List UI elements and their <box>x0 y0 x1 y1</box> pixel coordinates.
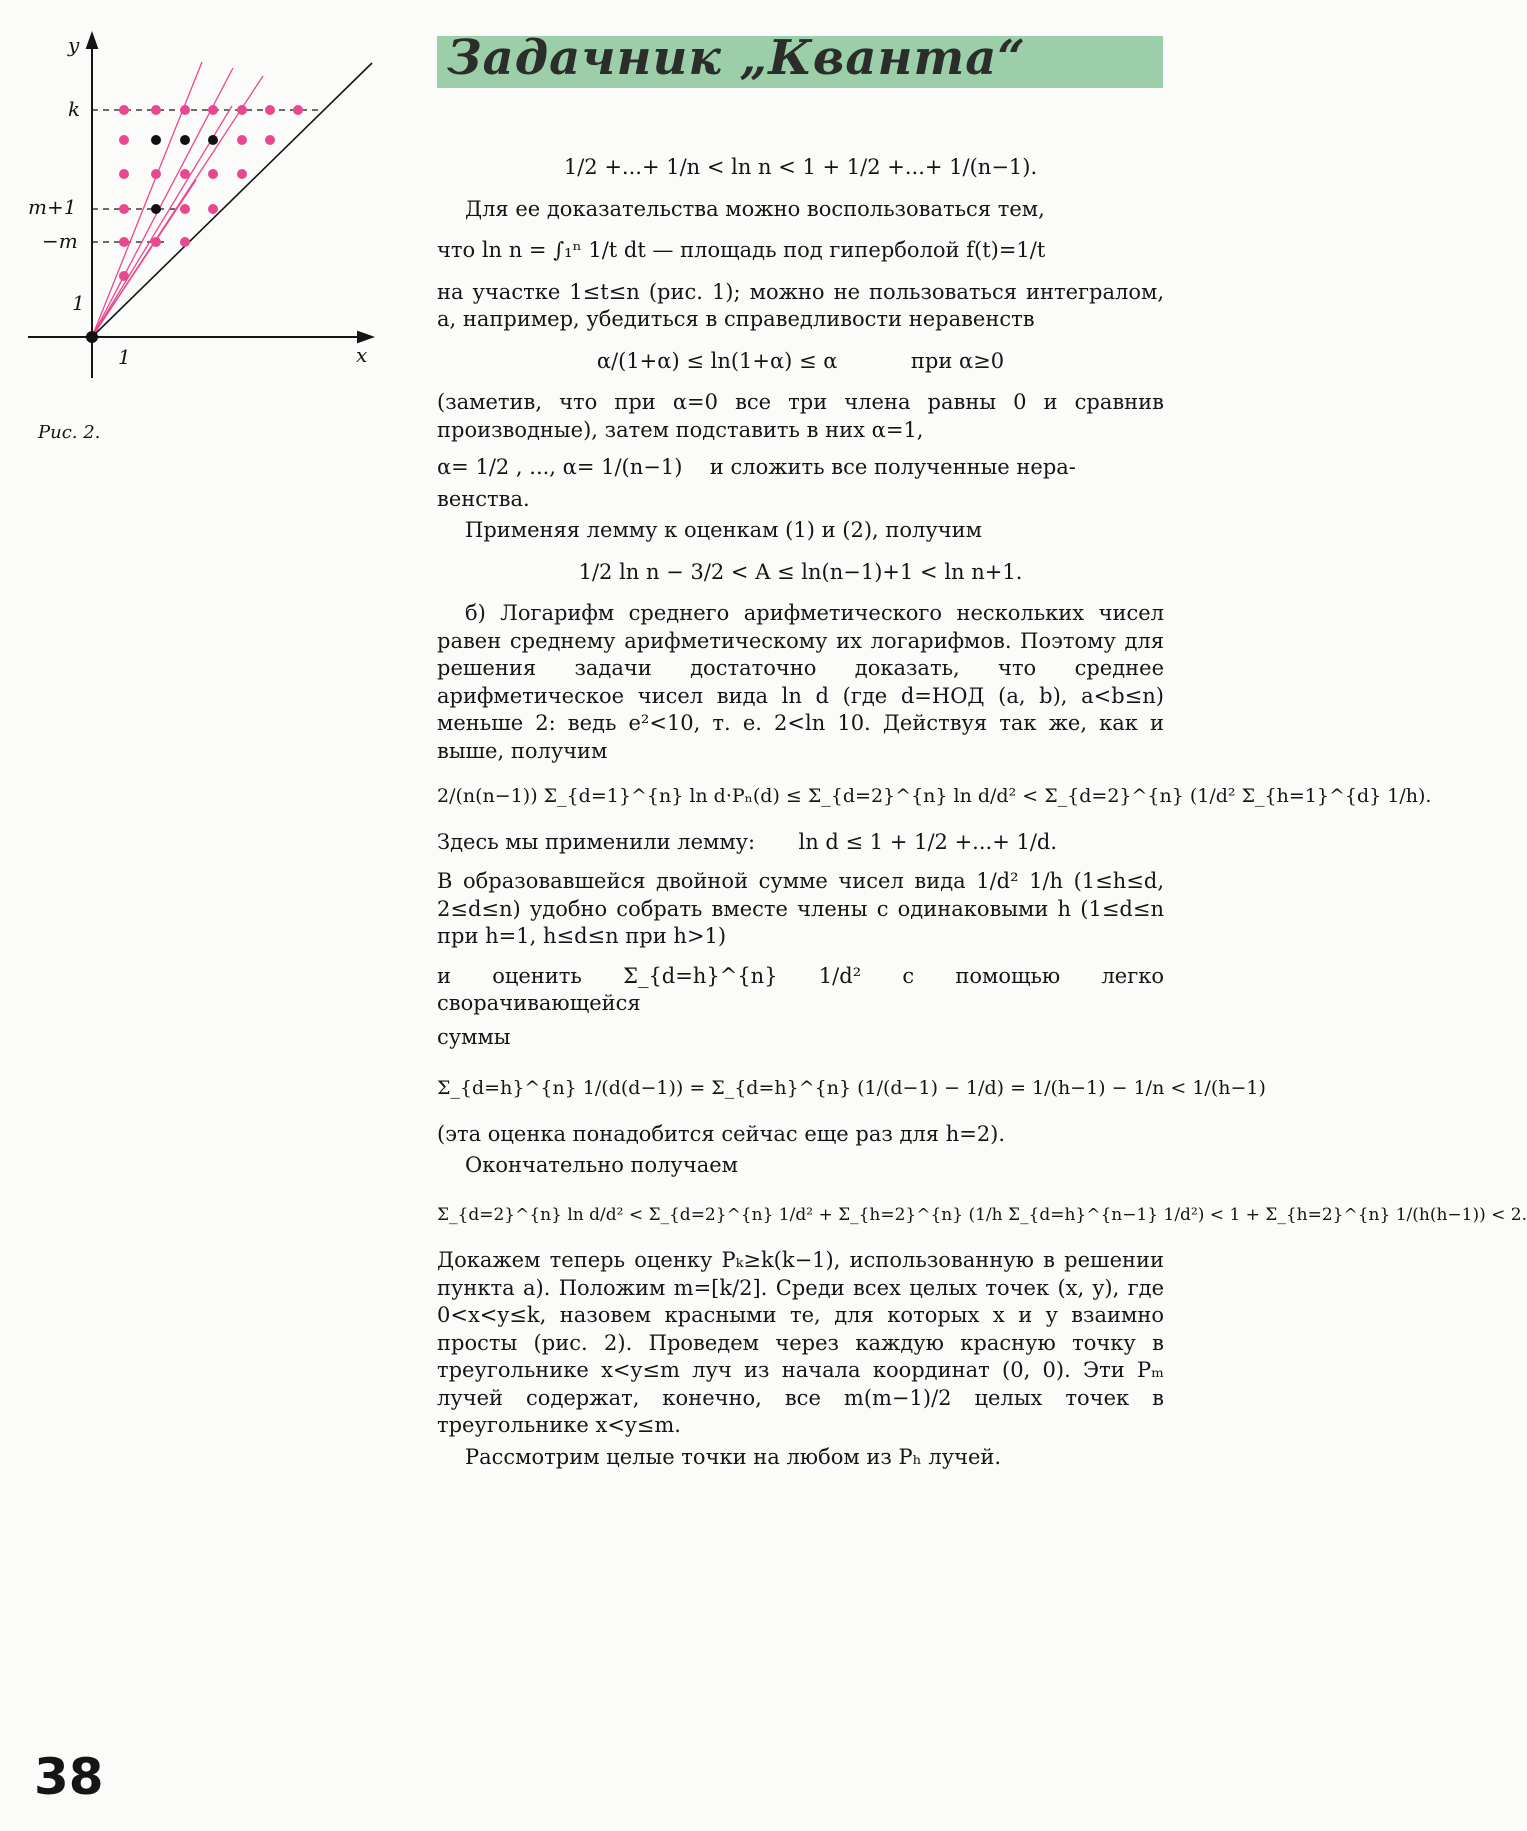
paragraph-3: на участке 1≤t≤n (рис. 1); можно не пользоваться интегралом, а, например, убедиться в справедливости неравенств <box>437 279 1164 331</box>
lattice-point-black <box>151 204 161 214</box>
equation-2-body: α/(1+α) ≤ ln(1+α) ≤ α <box>596 348 838 373</box>
rays <box>92 62 263 337</box>
header-title: Задачник „Кванта“ <box>447 30 1026 86</box>
lattice-point-red <box>237 135 247 145</box>
page-number: 38 <box>34 1748 104 1806</box>
lattice-point-red <box>208 105 218 115</box>
ray-1 <box>92 62 202 337</box>
lattice-point-red <box>208 169 218 179</box>
paragraph-8-text: Здесь мы применили лемму: <box>437 829 756 854</box>
label-m1: m+1 <box>28 195 77 219</box>
diagonal-y-equals-x <box>92 63 372 337</box>
axis-labels <box>28 33 367 369</box>
paragraph-1: Для ее доказательства можно воспользоваться тем, <box>465 196 1045 221</box>
paragraph-13: Окончательно получаем <box>465 1153 739 1177</box>
label-one-y: 1 <box>72 291 85 315</box>
figure-caption: Рис. 2. <box>38 422 101 443</box>
section-header <box>437 30 1163 88</box>
lattice-point-black <box>151 135 161 145</box>
lattice-point-red <box>119 135 129 145</box>
figure-lattice <box>20 30 390 390</box>
lattice-point-red <box>265 105 275 115</box>
equation-3: 1/2 ln n − 3/2 < A ≤ ln(n−1)+1 < ln n+1. <box>578 559 1023 584</box>
lattice-point-red <box>180 237 190 247</box>
paragraph-4: (заметив, что при α=0 все три члена равны 0 и сравнив производные), затем подставить в них α=1, <box>437 390 1164 442</box>
lattice-point-red <box>119 237 129 247</box>
lattice-point-black <box>208 135 218 145</box>
label-y: y <box>68 33 80 57</box>
paragraph-8 <box>437 829 1164 857</box>
lattice-point-red <box>180 204 190 214</box>
lattice-point-red <box>265 135 275 145</box>
paragraph-2: что ln n = ∫₁ⁿ 1/t dt — площадь под гиперболой f(t)=1/t <box>437 238 1046 262</box>
equation-2 <box>437 348 1164 376</box>
equation-1: 1/2 +...+ 1/n < ln n < 1 + 1/2 +...+ 1/(n−1). <box>563 155 1038 179</box>
paragraph-7: б) Логарифм среднего арифметического нескольких чисел равен среднему арифметическому их логарифмов. Поэтому для решения задачи достаточно доказать, что среднее арифметическое чисел вида ln d (где d=НОД (a, b), a<b≤n) меньше 2: ведь e²<10, т. е. 2<ln 10. Действуя так же, как и выше, получим <box>437 601 1164 763</box>
label-x: x <box>356 343 368 367</box>
equation-2-condition: при α≥0 <box>910 348 1005 373</box>
lattice-point-red <box>293 105 303 115</box>
lattice-point-red <box>119 105 129 115</box>
paragraph-5-substitutions: α= 1/2 , ..., α= 1/(n−1) <box>437 455 683 479</box>
paragraph-9: В образовавшейся двойной сумме чисел вида 1/d² 1/h (1≤h≤d, 2≤d≤n) удобно собрать вместе члены с одинаковыми h (1≤d≤n при h=1, h≤d≤n при h>1) <box>437 869 1164 948</box>
lattice-point-red <box>151 169 161 179</box>
label-one-x: 1 <box>118 345 131 369</box>
label-m: −m <box>42 229 78 253</box>
text-column <box>437 140 1527 1475</box>
ray-5 <box>92 180 196 337</box>
paragraph-12: (эта оценка понадобится сейчас еще раз для h=2). <box>437 1121 1006 1146</box>
equation-6: Σ_{d=2}^{n} ln d/d² < Σ_{d=2}^{n} 1/d² + Σ_{h=2}^{n} (1/h Σ_{d=h}^{n−1} 1/d²) < 1 + Σ_{h=2}^{n} 1/(h(h−1)) < 2. <box>437 1204 1527 1225</box>
paragraph-15: Рассмотрим целые точки на любом из Pₕ лучей. <box>465 1444 1002 1469</box>
paragraph-5-end: венства. <box>437 486 530 511</box>
paragraph-5 <box>437 454 1164 482</box>
y-axis-arrow <box>87 34 97 48</box>
paragraph-5-tail: и сложить все полученные нера- <box>709 455 1076 479</box>
lattice-point-red <box>119 169 129 179</box>
origin-point <box>86 331 98 343</box>
label-k: k <box>68 97 81 121</box>
paragraph-14: Докажем теперь оценку Pₖ≥k(k−1), использованную в решении пункта а). Положим m=[k/2]. Среди всех целых точек (x, y), где 0<x<y≤k, назовем красными те, для которых x и y взаимно просты (рис. 2). Проведем через каждую красную точку в треугольнике x<y≤m луч из начала координат (0, 0). Эти Pₘ лучей содержат, конечно, все m(m−1)/2 целых точек в треугольнике x<y≤m. <box>437 1248 1164 1437</box>
paragraph-8-lemma: ln d ≤ 1 + 1/2 +...+ 1/d. <box>798 829 1058 854</box>
paragraph-10: и оценить Σ_{d=h}^{n} 1/d² с помощью легко сворачивающейся <box>437 963 1164 1015</box>
lattice-point-red <box>119 271 129 281</box>
lattice-point-red <box>237 105 247 115</box>
lattice-point-red <box>151 237 161 247</box>
x-axis-arrow <box>358 332 372 342</box>
lattice-point-red <box>180 105 190 115</box>
lattice-point-black <box>180 135 190 145</box>
lattice-point-red <box>237 169 247 179</box>
lattice-point-red <box>180 169 190 179</box>
lattice-point-red <box>151 105 161 115</box>
axes <box>28 34 372 378</box>
paragraph-11: суммы <box>437 1024 511 1049</box>
equation-4: 2/(n(n−1)) Σ_{d=1}^{n} ln d·Pₙ(d) ≤ Σ_{d=2}^{n} ln d/d² < Σ_{d=2}^{n} (1/d² Σ_{h=1}^{d} 1/h). <box>437 785 1432 807</box>
paragraph-6: Применяя лемму к оценкам (1) и (2), получим <box>465 518 982 542</box>
lattice-point-red <box>119 204 129 214</box>
lattice-point-red <box>208 204 218 214</box>
equation-5: Σ_{d=h}^{n} 1/(d(d−1)) = Σ_{d=h}^{n} (1/(d−1) − 1/d) = 1/(h−1) − 1/n < 1/(h−1) <box>437 1077 1266 1099</box>
